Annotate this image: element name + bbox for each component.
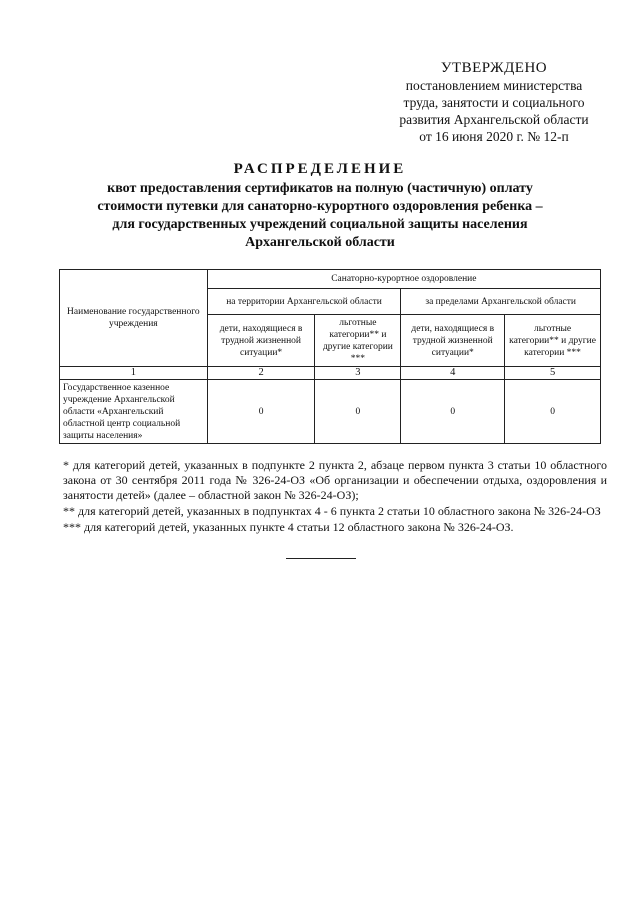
approval-heading: УТВЕРЖДЕНО <box>440 60 548 76</box>
footnote: ** для категорий детей, указанных в подпунктах 4 - 6 пункта 2 статьи 10 областного закона № 326-24-ОЗ <box>63 504 601 518</box>
closing-divider <box>286 558 356 559</box>
institution-name: Государственное казенное учреждение Архангельской области «Архангельский областной центр социальной защиты населения» <box>60 380 208 444</box>
header-institution: Наименование государственного учреждения <box>60 270 208 367</box>
approval-line: развития Архангельской области <box>399 112 589 127</box>
header-difficult-situation: дети, находящиеся в трудной жизненной ситуации* <box>207 315 315 367</box>
approval-line: от 16 июня 2020 г. № 12-п <box>419 129 569 144</box>
header-privileged-categories: льготные категории** и другие категории *** <box>315 315 401 367</box>
column-number: 3 <box>315 367 401 380</box>
approval-line: труда, занятости и социального <box>403 95 585 110</box>
header-inside-region: на территории Архангельской области <box>207 289 401 315</box>
footnote: *** для категорий детей, указанных пункте 4 статьи 12 областного закона № 326-24-ОЗ. <box>63 520 514 534</box>
quota-value: 0 <box>315 380 401 444</box>
header-outside-region: за пределами Архангельской области <box>401 289 601 315</box>
column-number: 5 <box>505 367 601 380</box>
quota-value: 0 <box>505 380 601 444</box>
header-privileged-categories: льготные категории** и другие категории *** <box>505 315 601 367</box>
table-row <box>60 380 601 444</box>
column-number: 4 <box>401 367 505 380</box>
title-line: квот предоставления сертификатов на полную (частичную) оплату <box>107 181 533 196</box>
footnote: * для категорий детей, указанных в подпункте 2 пункта 2, абзаце первом пункта 3 статьи 10 областного закона от 30 сентября 2011 года № 326-24-ОЗ «Об организации и обеспечении отдыха, оздоровления и занятости детей» (далее – областной закон № 326-24-ОЗ); <box>63 458 607 502</box>
column-number: 1 <box>60 367 208 380</box>
footnotes <box>63 458 607 536</box>
header-difficult-situation: дети, находящиеся в трудной жизненной ситуации* <box>401 315 505 367</box>
title-line: для государственных учреждений социальной защиты населения <box>112 217 528 232</box>
quota-table <box>59 269 601 444</box>
title-line: Архангельской области <box>245 235 395 250</box>
document-title <box>60 160 580 252</box>
approval-block <box>384 60 604 145</box>
column-number: 2 <box>207 367 315 380</box>
title-heading: РАСПРЕДЕЛЕНИЕ <box>233 161 407 177</box>
header-sanatorium: Санаторно-курортное оздоровление <box>207 270 600 289</box>
title-line: стоимости путевки для санаторно-курортного оздоровления ребенка – <box>97 199 543 214</box>
quota-value: 0 <box>401 380 505 444</box>
approval-line: постановлением министерства <box>405 78 583 93</box>
quota-value: 0 <box>207 380 315 444</box>
